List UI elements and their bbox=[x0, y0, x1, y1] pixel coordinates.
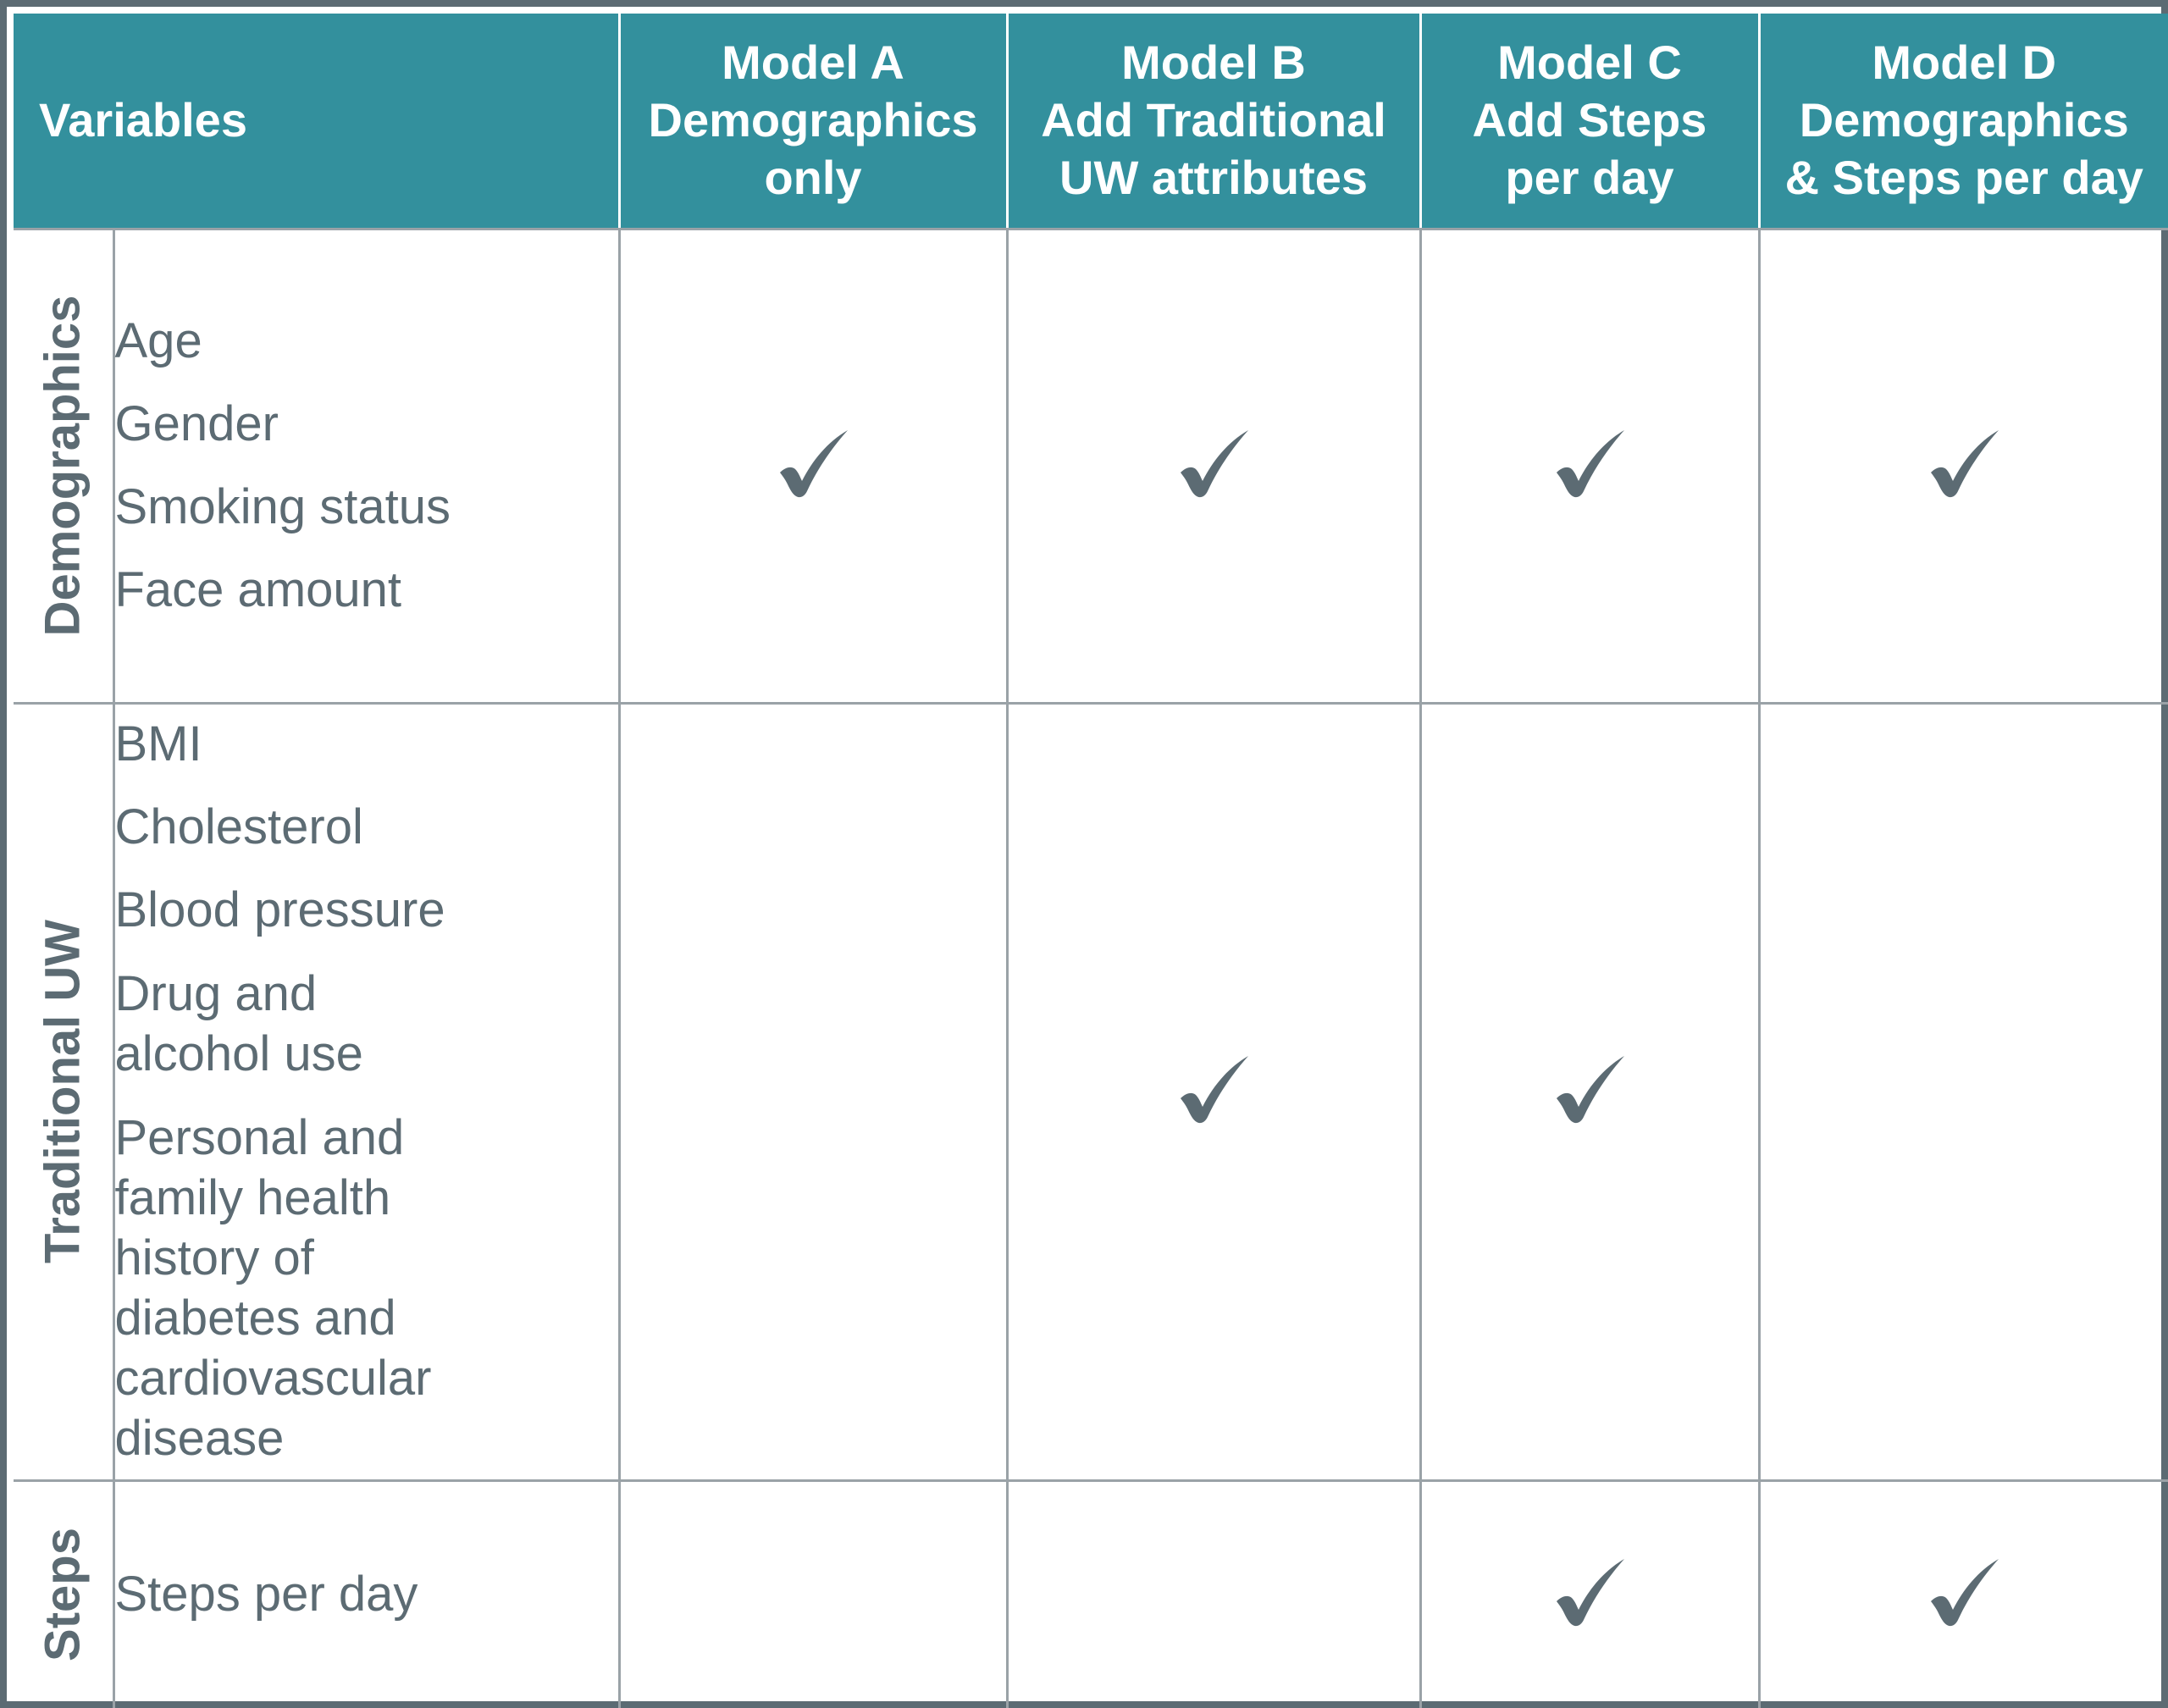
check-cell bbox=[1007, 1480, 1420, 1708]
model-b-title: Model B bbox=[1121, 36, 1306, 90]
model-c-subtitle-2: per day bbox=[1505, 151, 1674, 205]
variable-cholesterol: Cholesterol bbox=[114, 799, 363, 854]
variable-age: Age bbox=[114, 313, 202, 368]
variable-bmi: BMI bbox=[114, 716, 202, 771]
checkmark-icon bbox=[1175, 428, 1252, 500]
check-cell bbox=[619, 229, 1007, 703]
model-b-subtitle-1: Add Traditional bbox=[1041, 93, 1386, 147]
model-comparison-table bbox=[14, 14, 2168, 1708]
traditional-uw-group-cell bbox=[14, 703, 113, 1480]
model-b-subtitle-2: UW attributes bbox=[1059, 151, 1368, 205]
model-a-subtitle-1: Demographics bbox=[648, 93, 978, 147]
checkmark-icon bbox=[1926, 428, 2002, 500]
model-d-title: Model D bbox=[1872, 36, 2057, 90]
checkmark-icon bbox=[1551, 428, 1628, 500]
check-cell bbox=[619, 703, 1007, 1480]
variable-blood-pressure: Blood pressure bbox=[114, 882, 445, 937]
check-cell bbox=[1759, 1480, 2168, 1708]
check-cell bbox=[1759, 703, 2168, 1480]
model-a-title: Model A bbox=[722, 36, 904, 90]
demographics-row bbox=[14, 229, 2168, 703]
check-cell bbox=[1420, 229, 1759, 703]
model-d-subtitle-1: Demographics bbox=[1799, 93, 2129, 147]
demographics-group-label: Demographics bbox=[35, 295, 91, 637]
model-a-header bbox=[619, 14, 1007, 229]
traditional-uw-row bbox=[14, 703, 2168, 1480]
checkmark-icon bbox=[1926, 1557, 2002, 1628]
checkmark-icon bbox=[1551, 1557, 1628, 1628]
model-c-title: Model C bbox=[1497, 36, 1682, 90]
check-cell bbox=[1420, 1480, 1759, 1708]
model-d-subtitle-2: & Steps per day bbox=[1784, 151, 2143, 205]
header-row bbox=[14, 14, 2168, 229]
variable-health-history: Personal and family health history of diabetes and cardiovascular disease bbox=[114, 1110, 432, 1466]
variable-gender: Gender bbox=[114, 396, 279, 451]
variable-face-amount: Face amount bbox=[114, 562, 402, 617]
model-b-header bbox=[1007, 14, 1420, 229]
steps-variables bbox=[113, 1480, 619, 1708]
traditional-uw-variables bbox=[113, 703, 619, 1480]
model-d-header bbox=[1759, 14, 2168, 229]
model-c-subtitle-1: Add Steps bbox=[1472, 93, 1707, 147]
variables-header-label: Variables bbox=[39, 93, 247, 147]
steps-group-cell bbox=[14, 1480, 113, 1708]
check-cell bbox=[1007, 229, 1420, 703]
steps-group-label: Steps bbox=[35, 1528, 91, 1662]
checkmark-icon bbox=[1175, 1054, 1252, 1125]
check-cell bbox=[1759, 229, 2168, 703]
model-a-subtitle-2: only bbox=[764, 151, 862, 205]
check-cell bbox=[619, 1480, 1007, 1708]
check-cell bbox=[1420, 703, 1759, 1480]
demographics-group-cell bbox=[14, 229, 113, 703]
checkmark-icon bbox=[775, 428, 851, 500]
traditional-uw-group-label: Traditional UW bbox=[35, 920, 91, 1263]
demographics-variables bbox=[113, 229, 619, 703]
model-c-header bbox=[1420, 14, 1759, 229]
variable-drug-alcohol-use: Drug and alcohol use bbox=[114, 966, 363, 1081]
variable-smoking-status: Smoking status bbox=[114, 479, 451, 534]
checkmark-icon bbox=[1551, 1054, 1628, 1125]
steps-row bbox=[14, 1480, 2168, 1708]
variables-header bbox=[14, 14, 619, 229]
variable-steps-per-day: Steps per day bbox=[114, 1567, 418, 1622]
check-cell bbox=[1007, 703, 1420, 1480]
